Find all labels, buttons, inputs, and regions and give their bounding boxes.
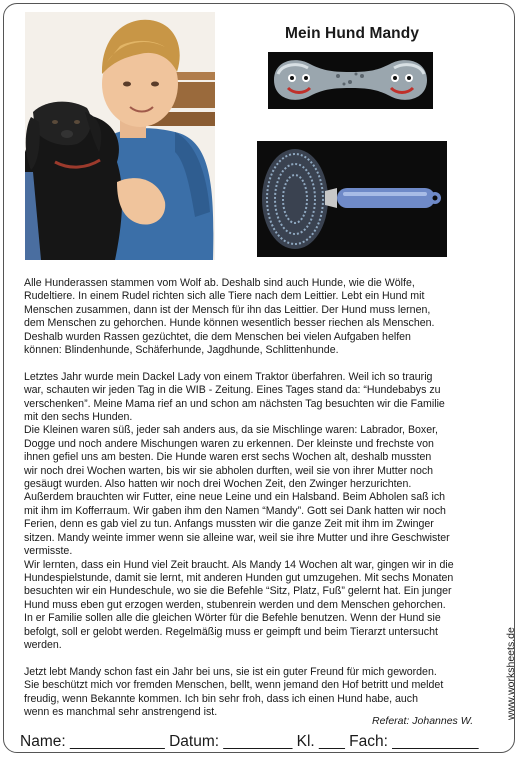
story-text: [24, 277, 500, 719]
dog-brush-image: [257, 141, 447, 257]
author-credit: Referat: Johannes W.: [372, 715, 474, 727]
dog-toy-image: [268, 52, 433, 109]
website-watermark: www.worksheets.de: [505, 627, 517, 720]
paragraph-story: Letztes Jahr wurde mein Dackel Lady von einem Traktor überfahren. Weil ich so traurig war, schauten wir jeden Tag in die WIB - Zeitung. Eines Tages stand da: “Hundebabys zu verschenken”. Meine Mama rief an und schon am nächsten Tag besuchten wir die Familie mit den sechs Hunden. Die Kleinen waren süß, jeder sah anders aus, da sie Mischlinge waren: Labrador, Boxer, Dogge und noch andere Mischungen waren zu erkennen. Der kleinste und frechste von ihnen gefiel uns am besten. Die Hunde waren erst sechs Wochen alt, deshalb mussten wir noch drei Wochen warten, bis wir sie abholen durften, weil sie von ihrer Mutter noch gesäugt wurden. Also hatten wir noch drei Wochen Zeit, den Zwinger herzurichten. Außerdem brauchten wir Futter, eine neue Leine und ein Halsband. Beim Abholen saß ich mit ihm im Kofferraum. Wir gaben ihm den Namen “Mandy”. Gott sei Dank hatten wir noch Ferien, denn es gab viel zu tun. Anfangs mussten wir die ganze Zeit mit ihm im Zwinger sitzen. Mandy weinte immer wenn sie alleine war, weil sie ihre Mutter und ihre Geschwister vermisste. Wir lernten, dass ein Hund viel Zeit braucht. Als Mandy 14 Wochen alt war, gingen wir in die Hundespielstunde, damit sie lernt, mit anderen Hunden gut umzugehen. Mit sechs Monaten besuchten wir ein Hundeschule, wo sie die Befehle “Sitz, Platz, Fuß” gelernt hat. Ein junger Hund muss eben gut erzogen werden, stubenrein werden und dem Menschen gehorchen. In er Familie sollen alle die gleichen Wörter für die Befehle benutzen. Wenn der Hund sie befolgt, soll er gelobt werden. Regelmäßig muss er geimpft und beim Tierarzt untersucht werden.: [24, 370, 454, 651]
boy-with-puppy-photo: [25, 12, 215, 260]
paragraph-conclusion: Jetzt lebt Mandy schon fast ein Jahr bei uns, sie ist ein guter Freund für mich geworden. Sie beschützt mich vor fremden Menschen, bellt, wenn jemand den Hof betritt und meldet freudig, wenn Bekannte kommen. Ich bin sehr froh, dass ich einen Hund habe, auch wenn es manchmal sehr anstrengend ist.: [24, 665, 444, 718]
paragraph-intro: Alle Hunderassen stammen vom Wolf ab. Deshalb sind auch Hunde, wie die Wölfe, Rudeltiere. In einem Rudel richten sich alle Tiere nach dem Leittier. Lebt ein Hund mit Menschen zusammen, dann ist der Mensch für ihn das Leittier. Der Hund muss lernen, dem Menschen zu gehorchen. Hunde können wesentlich besser riechen als Menschen. Deshalb wurden Rassen gezüchtet, die dem Menschen bei vielen Aufgaben helfen können: Blindenhunde, Schäferhunde, Jagdhunde, Schlittenhunde.: [24, 277, 435, 357]
page-title: Mein Hund Mandy: [284, 25, 420, 42]
name-date-footer: Name: ___________ Datum: ________ Kl. ___ Fach: __________: [20, 733, 479, 750]
